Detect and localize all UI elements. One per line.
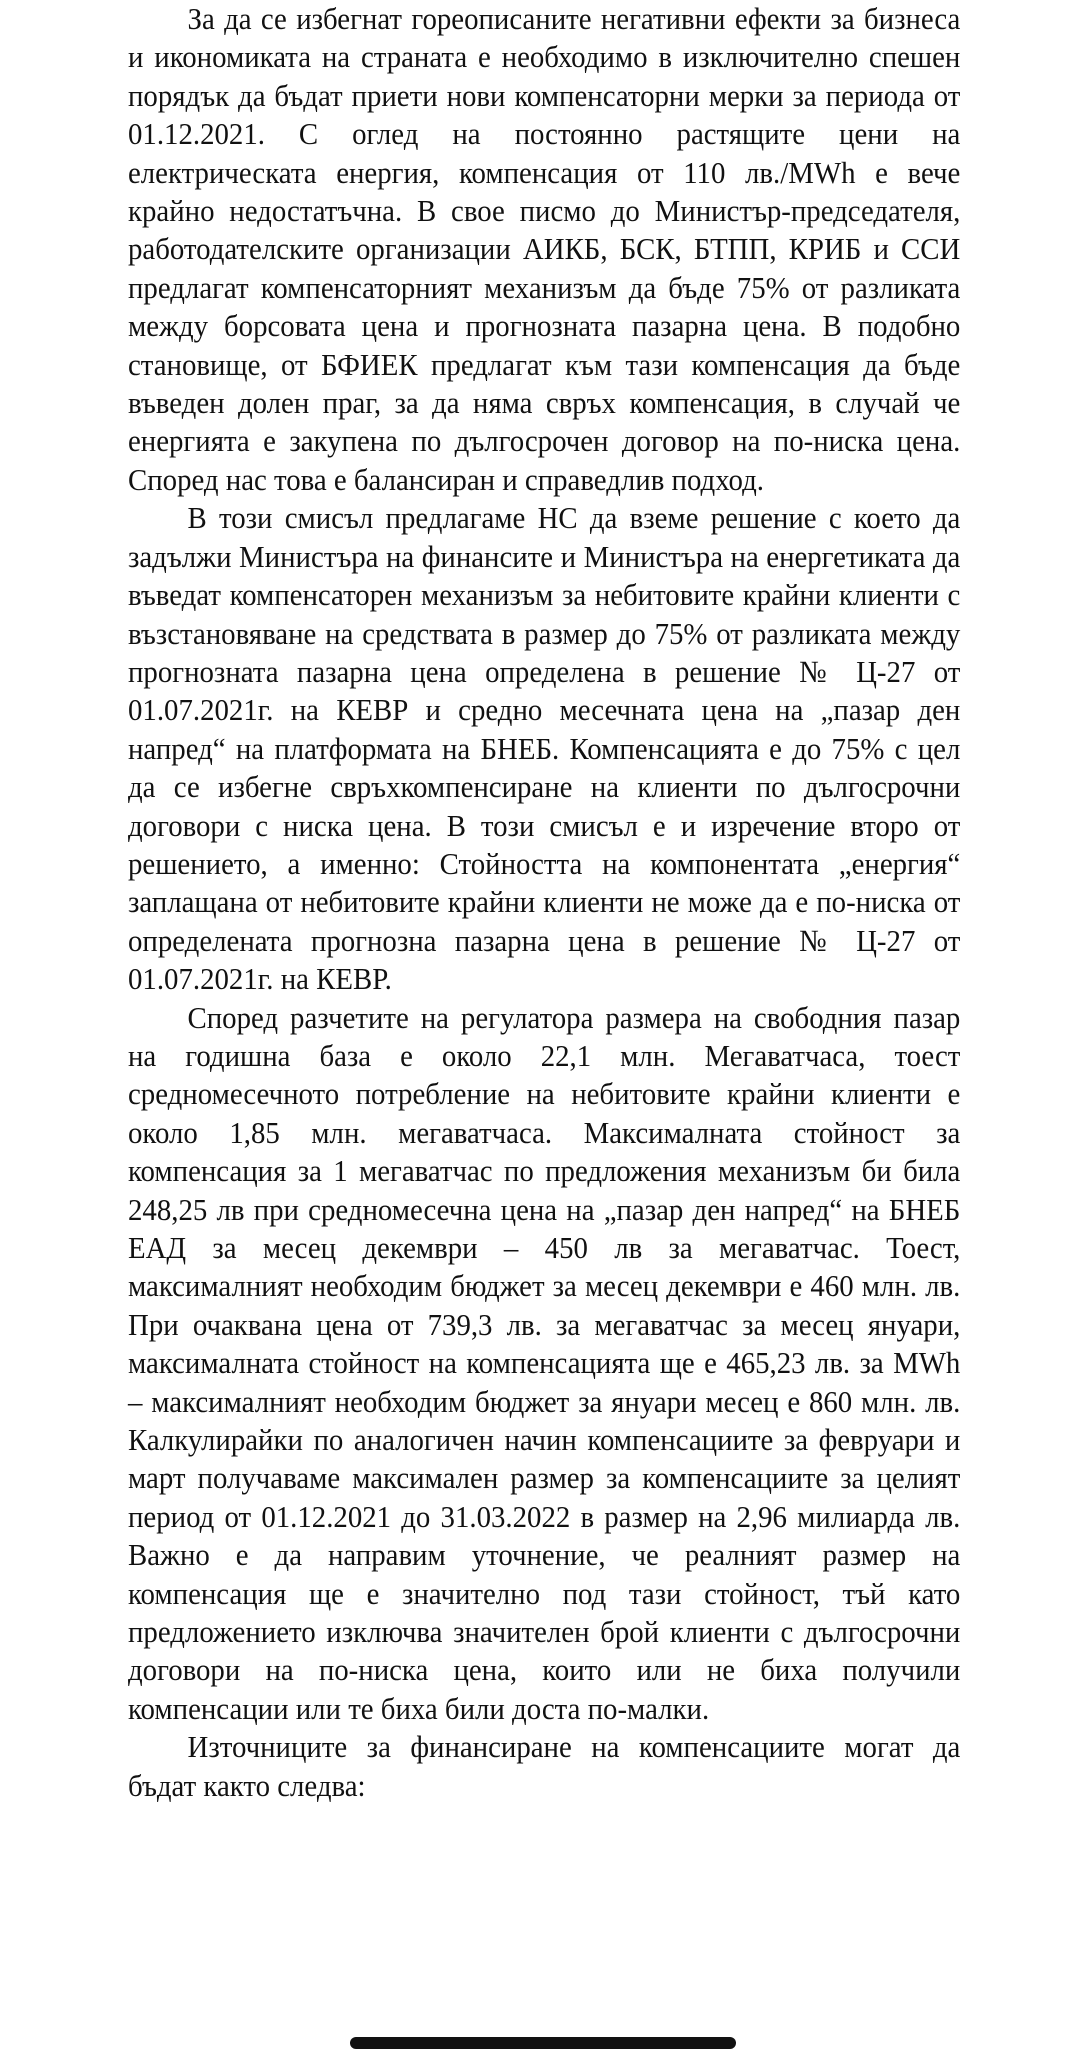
paragraph-funding-sources: Източниците за финансиране на компенсациите могат да бъдат както следва: xyxy=(128,1729,961,1803)
home-indicator[interactable] xyxy=(350,2037,736,2049)
paragraph-proposal: В този смисъл предлагаме НС да вземе решение с което да задължи Министъра на финансите и Министъра на енергетиката да въведат компенсаторен механизъм за небитовите крайни клиенти с възстановяване на средствата в размер до 75% от разликата между прогнозната пазарна цена определена в решение № Ц-27 от 01.07.2021г. на КЕВР и средно месечната цена на „пазар ден напред“ на платформата на БНЕБ. Компенсацията е до 75% с цел да се избегне свръхкомпенсиране на клиенти по дългосрочни договори с ниска цена. В този смисъл е и изречение второ от решението, а именно: Стойността на компонентата „енергия“ заплащана от небитовите крайни клиенти не може да е по-ниска от определената прогнозна пазарна цена в решение № Ц-27 от 01.07.2021г. на КЕВР. xyxy=(128,500,961,997)
document-page xyxy=(128,0,961,1805)
paragraph-budget-calculation: Според разчетите на регулатора размера на свободния пазар на годишна база е около 22,1 млн. Мегаватчаса, тоест средномесечното потребление на небитовите крайни клиенти е около 1,85 млн. мегаватчаса. Максималната стойност за компенсация за 1 мегаватчас по предложения механизъм би била 248,25 лв при средномесечна цена на „пазар ден напред“ на БНЕБ ЕАД за месец декември – 450 лв за мегаватчас. Тоест, максималният необходим бюджет за месец декември е 460 млн. лв. При очаквана цена от 739,3 лв. за мегаватчас за месец януари, максималната стойност на компенсацията ще е 465,23 лв. за MWh – максималният необходим бюджет за януари месец е 860 млн. лв. Калкулирайки по аналогичен начин компенсациите за февруари и март получаваме максимален размер за компенсациите за целият период от 01.12.2021 до 31.03.2022 в размер на 2,96 милиарда лв. Важно е да направим уточнение, че реалният размер на компенсация ще е значително под тази стойност, тъй като предложението изключва значителен брой клиенти с дългосрочни договори на по-ниска цена, които или не биха получили компенсации или те биха били доста по-малки. xyxy=(128,999,961,1726)
document-body xyxy=(128,0,960,1805)
paragraph-compensation-need: За да се избегнат гореописаните негативни ефекти за бизнеса и икономиката на страната е необходимо в изключително спешен порядък да бъдат приети нови компенсаторни мерки за периода от 01.12.2021. С оглед на постоянно растящите цени на електрическата енергия, компенсация от 110 лв./MWh е вече крайно недостатъчна. В свое писмо до Министър-председателя, работодателските организации АИКБ, БСК, БТПП, КРИБ и ССИ предлагат компенсаторният механизъм да бъде 75% от разликата между борсовата цена и прогнозната пазарна цена. В подобно становище, от БФИЕК предлагат към тази компенсация да бъде въведен долен праг, за да няма свръх компенсация, в случай че енергията е закупена по дългосрочен договор на по-ниска цена. Според нас това е балансиран и справедлив подход. xyxy=(128,1,961,497)
